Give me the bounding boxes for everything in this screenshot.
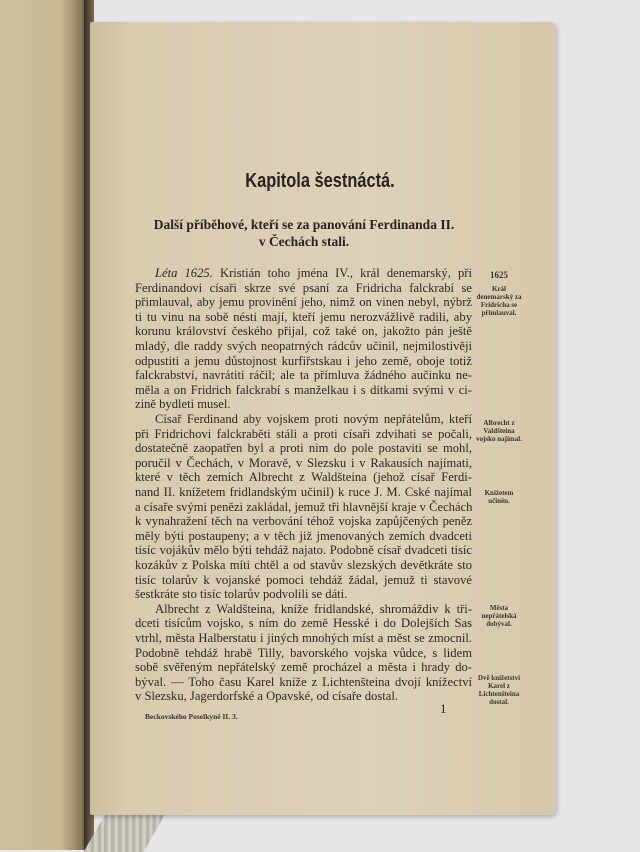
margin-note: Dvě knížetství Karel z Lichtenšteina dostal. xyxy=(477,674,521,706)
text-line: Podobně tehdáž hrabě Tilly, bavorského vojska vůdce, s lidem xyxy=(135,645,472,660)
text-line: které v těch zemích Albrecht z Waldšteina (jehož císař Ferdi- xyxy=(135,470,472,485)
text-line-content: Kristián toho jména IV., král denemarský, při xyxy=(212,266,472,280)
text-line: měla a on Fridrich falckrabí s manželkau i s dítkami svými v ci- xyxy=(135,382,472,397)
signature-footer: Beckovského Poselkyně II. 3. xyxy=(145,712,238,721)
margin-note: Král denemarský za Fridricha se přimlauval. xyxy=(476,285,522,317)
text-line: Císař Ferdinand aby vojskem proti novým nepřátelům, kteří xyxy=(155,412,472,426)
margin-note: Knížetem učiněn. xyxy=(484,489,514,505)
text-line: poručil v Čechách, v Moravě, v Slezsku i v Rakausích najímati, xyxy=(135,455,472,470)
text-line: přimlauval, aby jemu provinění jeho, nimž on vinen nebyl, nýbrž xyxy=(135,295,472,310)
text-line: mladý, dle raddy svých neopatrných rádcův učinil, nejmilostivěji xyxy=(135,339,472,353)
text-line: falckrabství, navrátiti ráčil; ale ta přímluva žádného aučinku ne- xyxy=(135,368,472,383)
text-line: vtrhl, města Halberstatu i jiných mnohých míst a měst se zmocnil. xyxy=(135,631,472,645)
text-line: korunu království českého přijal, což také on, jakožto pán ještě xyxy=(135,324,472,339)
text-line: kozákův z Polska míti chtěl a od stavův slezských devětkráte sto xyxy=(135,558,472,572)
page-number: 1 xyxy=(440,701,447,716)
text-line xyxy=(135,266,472,281)
text-line: k vynahražení těch na verbování téhož vojska zapůjčených peněz xyxy=(135,514,472,529)
text-line: Albrecht z Waldšteina, kníže fridlandské, shromáždiv k tři- xyxy=(155,601,472,616)
text-line: šestkráte sto tisíc tolarův podvolili se dáti. xyxy=(135,587,348,602)
text-line: zině bydleti musel. xyxy=(135,397,231,412)
text-line: při Fridrichovi falckraběti stáli a proti císaři zdvihati se počali, xyxy=(135,426,472,441)
text-line: dostatečně zaopatřen byl a proti nim do pole postaviti se mohl, xyxy=(135,441,472,456)
text-line: nand II. knížetem fridlandským učinil) k ruce J. M. Cské najímal xyxy=(135,485,472,499)
text-line: býval. — Toho času Karel kníže z Lichtenšteina dvojí knížectví xyxy=(135,674,472,689)
text-line: tisíc vojákův mělo býti tehdáž najato. Podobně císař dvadceti tisíc xyxy=(135,543,472,558)
text-line: odpustiti a jemu důstojnost kurfiřstskau i jeho země, oboje totiž xyxy=(135,353,472,368)
text-line: a císaře svými penězi zakládal, jemuž tři hlavnější kraje v Čechách xyxy=(135,499,473,514)
facing-page xyxy=(0,0,86,850)
margin-note-year: 1625 xyxy=(490,270,508,280)
text-line: sobě svěřeným nepřátelský země procházel a města i hrady do- xyxy=(135,660,472,675)
margin-note: Města nepřátelská dobýval. xyxy=(481,604,517,628)
text-line: tisíc tolarův k vojanské pomoci tehdáž žádal, jemuž ti stavové xyxy=(135,572,472,587)
text-line: ti tu vinu na sobě nésti mají, kteří jemu nerozvážlivě radili, aby xyxy=(135,309,472,324)
text-line: měly býti postaupeny; a v těch již jmenovaných zemích dvadceti xyxy=(135,528,472,543)
chapter-subtitle-line: Další příběhové, kteří se za panování Ferdinanda II. xyxy=(153,217,455,232)
chapter-subtitle-line: v Čechách stali. xyxy=(258,234,350,249)
text-line: Ferdinandovi císaři skrze své psaní za Fridricha falckrabí se xyxy=(135,280,472,295)
text-line: v Slezsku, Jagerdorfské a Opavské, od císaře dostal. xyxy=(135,689,398,704)
bookmark-ribbon xyxy=(83,812,166,852)
margin-note: Albrecht z Valdšteina vojsko najímal. xyxy=(476,419,522,443)
chapter-title: Kapitola šestnáctá. xyxy=(245,170,395,192)
text-line: dceti tisícům vojsko, s ním do země Hesské i do Dolejších Sas xyxy=(135,616,472,631)
year-lead: Léta 1625. xyxy=(155,266,213,280)
